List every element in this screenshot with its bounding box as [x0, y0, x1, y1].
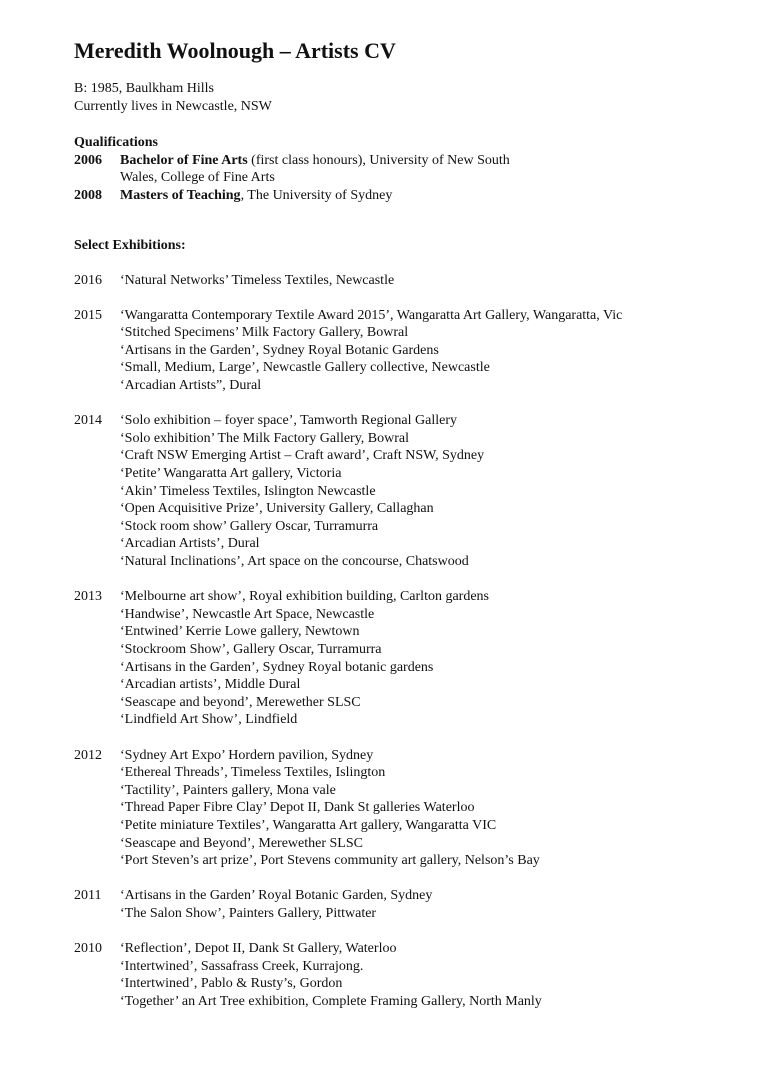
degree-detail-continued: Wales, College of Fine Arts [120, 170, 275, 185]
exhibition-entry: ‘Petite’ Wangaratta Art gallery, Victoria [120, 466, 342, 482]
exhibition-year: 2014 [74, 413, 102, 429]
exhibition-entry: ‘Port Steven’s art prize’, Port Stevens community art gallery, Nelson’s Bay [120, 853, 540, 869]
exhibition-year-block [74, 307, 728, 395]
exhibition-entry: ‘Natural Inclinations’, Art space on the concourse, Chatswood [120, 554, 469, 569]
exhibition-entry: ‘Intertwined’, Pablo & Rusty’s, Gordon [120, 976, 343, 992]
exhibition-entry: ‘Akin’ Timeless Textiles, Islington Newcastle [120, 483, 376, 499]
exhibition-year: 2012 [74, 747, 102, 763]
exhibition-entry: ‘Solo exhibition’ The Milk Factory Gallery, Bowral [120, 430, 410, 446]
exhibition-entry: ‘Entwined’ Kerrie Lowe gallery, Newtown [120, 624, 360, 640]
exhibition-entry: ‘Artisans in the Garden’ Royal Botanic Garden, Sydney [120, 888, 433, 904]
exhibition-year: 2016 [74, 272, 102, 288]
exhibition-entry: ‘Together’ an Art Tree exhibition, Complete Framing Gallery, North Manly [120, 993, 542, 1009]
exhibition-year: 2011 [74, 888, 102, 904]
exhibition-entry: ‘Intertwined’, Sassafrass Creek, Kurrajong. [120, 958, 364, 974]
qualification-text [120, 187, 728, 205]
exhibition-entry: ‘Open Acquisitive Prize’, University Gallery, Callaghan [120, 501, 434, 517]
exhibition-year: 2015 [74, 307, 102, 323]
exhibition-entry: ‘Natural Networks’ Timeless Textiles, Newcastle [120, 272, 395, 288]
birth-info: B: 1985, Baulkham Hills [74, 81, 214, 96]
exhibition-entry: ‘Thread Paper Fibre Clay’ Depot II, Dank St galleries Waterloo [120, 800, 475, 816]
exhibition-entry: ‘Sydney Art Expo’ Hordern pavilion, Sydney [120, 747, 374, 763]
degree-detail: (first class honours), University of New South [247, 152, 510, 168]
exhibition-entry: ‘Stitched Specimens’ Milk Factory Gallery, Bowral [120, 325, 409, 341]
degree-name: Masters of Teaching [120, 187, 241, 203]
exhibition-year: 2010 [74, 941, 102, 957]
exhibition-entry: ‘Petite miniature Textiles’, Wangaratta Art gallery, Wangaratta VIC [120, 817, 497, 833]
exhibitions-list [74, 272, 728, 1011]
degree-name: Bachelor of Fine Arts [120, 152, 248, 168]
exhibitions-heading: Select Exhibitions: [74, 238, 186, 253]
exhibition-entry: ‘Handwise’, Newcastle Art Space, Newcastle [120, 606, 375, 622]
exhibition-entry: ‘Small, Medium, Large’, Newcastle Gallery collective, Newcastle [120, 360, 490, 376]
exhibition-entry: ‘Craft NSW Emerging Artist – Craft award’, Craft NSW, Sydney [120, 448, 485, 464]
cv-page [74, 38, 728, 1028]
exhibition-items [120, 588, 728, 729]
exhibition-entry: ‘Seascape and beyond’, Merewether SLSC [120, 694, 361, 710]
exhibition-items [120, 747, 728, 870]
exhibition-items [120, 940, 728, 1010]
exhibition-entry: ‘Tactility’, Painters gallery, Mona vale [120, 782, 336, 798]
exhibition-entry: ‘Reflection’, Depot II, Dank St Gallery, Waterloo [120, 941, 397, 957]
exhibition-entry: ‘Arcadian Artists’, Dural [120, 536, 260, 552]
exhibition-entry: ‘Artisans in the Garden’, Sydney Royal botanic gardens [120, 659, 434, 675]
exhibition-year: 2013 [74, 589, 102, 605]
bio-section [74, 80, 728, 115]
qualification-item [74, 187, 728, 205]
exhibition-entry: ‘Arcadian Artists”, Dural [120, 378, 262, 394]
exhibition-year-block [74, 940, 728, 1010]
exhibition-entry: ‘Wangaratta Contemporary Textile Award 2015’, Wangaratta Art Gallery, Wangaratta, Vic [120, 307, 623, 323]
exhibition-items [120, 272, 728, 290]
exhibition-entry: ‘Ethereal Threads’, Timeless Textiles, Islington [120, 765, 386, 781]
exhibition-entry: ‘Stockroom Show’, Gallery Oscar, Turramurra [120, 641, 382, 657]
exhibition-entry: ‘Seascape and Beyond’, Merewether SLSC [120, 835, 363, 851]
page-title: Meredith Woolnough – Artists CV [74, 38, 396, 63]
exhibition-entry: ‘Artisans in the Garden’, Sydney Royal Botanic Gardens [120, 342, 439, 358]
exhibition-entry: ‘Melbourne art show’, Royal exhibition building, Carlton gardens [120, 589, 489, 605]
residence-info: Currently lives in Newcastle, NSW [74, 98, 272, 114]
qualification-item [74, 152, 728, 187]
exhibition-entry: ‘The Salon Show’, Painters Gallery, Pittwater [120, 905, 377, 921]
qualification-year: 2008 [74, 187, 102, 203]
qualifications-heading: Qualifications [74, 135, 159, 150]
exhibition-year-block [74, 272, 728, 290]
exhibition-items [120, 412, 728, 570]
degree-detail: , The University of Sydney [240, 187, 393, 203]
exhibition-items [120, 887, 728, 922]
exhibition-entry: ‘Lindfield Art Show’, Lindfield [120, 712, 298, 728]
exhibition-year-block [74, 588, 728, 729]
exhibition-items [120, 307, 728, 395]
exhibition-entry: ‘Arcadian artists’, Middle Dural [120, 677, 301, 693]
exhibition-year-block [74, 412, 728, 570]
qualification-text [120, 152, 728, 187]
exhibition-year-block [74, 887, 728, 922]
qualification-year: 2006 [74, 152, 102, 168]
qualifications-section [74, 134, 728, 204]
exhibition-entry: ‘Stock room show’ Gallery Oscar, Turramurra [120, 518, 379, 534]
exhibition-year-block [74, 747, 728, 870]
exhibition-entry: ‘Solo exhibition – foyer space’, Tamworth Regional Gallery [120, 413, 458, 429]
